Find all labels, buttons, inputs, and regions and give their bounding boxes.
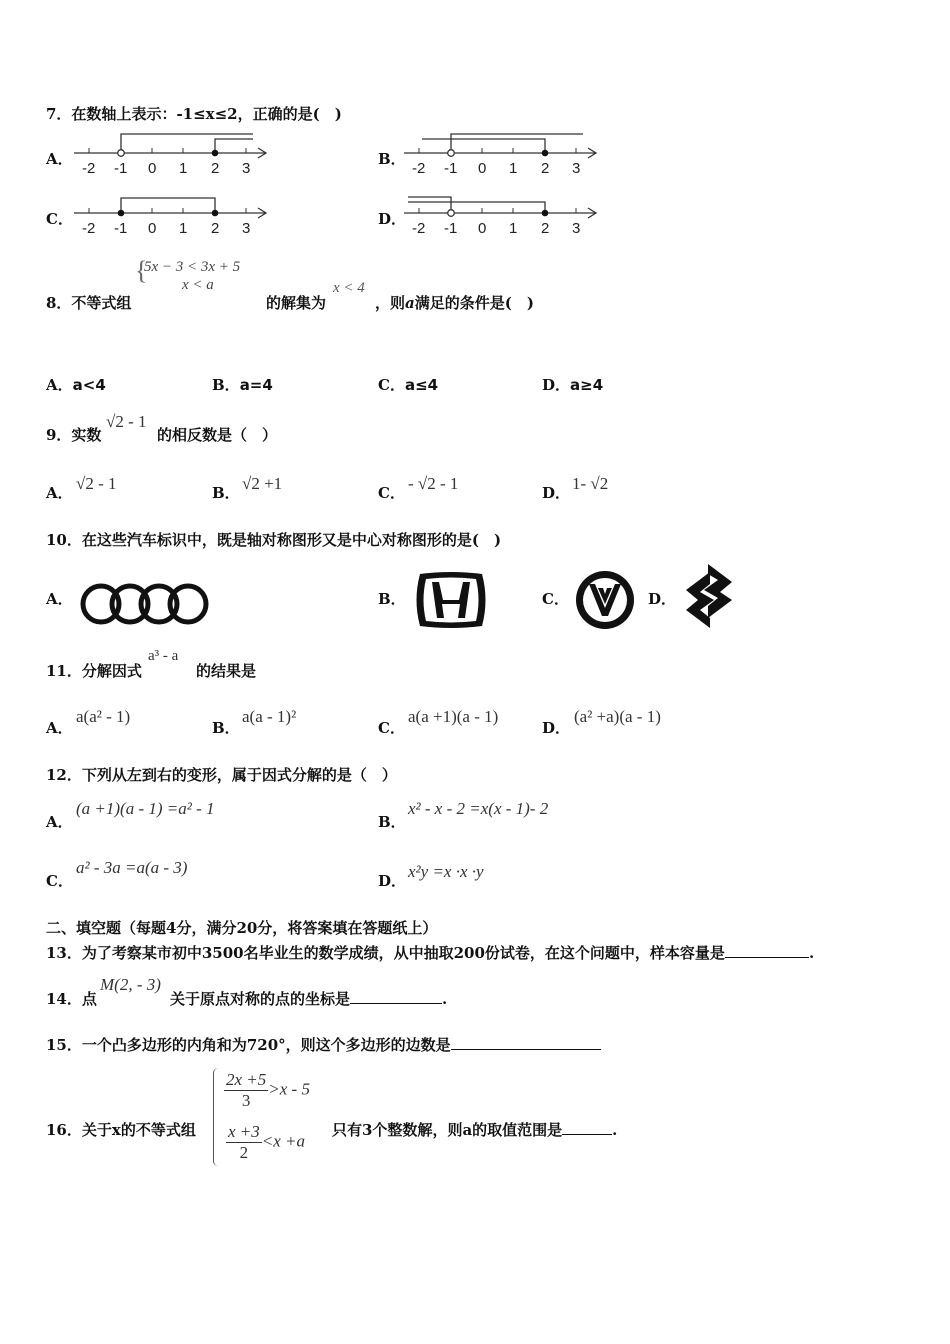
q9-option-a-value: √2 - 1	[76, 474, 117, 493]
q11-option-a-label: A．	[46, 719, 73, 737]
q12-option-d-label: D．	[378, 872, 407, 890]
q11-option-a-value: a(a² - 1)	[76, 707, 131, 726]
tick-label: 3	[242, 160, 251, 177]
section-heading: 二、填空题（每题4分，满分20分，将答案填在答题纸上）	[46, 919, 438, 937]
q8-solution: x < 4	[333, 280, 365, 296]
q7-option-c-label: C．	[46, 210, 73, 228]
q11-text-b: 的结果是	[196, 662, 257, 680]
q11-text-a: 11．分解因式	[46, 662, 142, 680]
q9-text-a: 9．实数	[46, 426, 102, 444]
tick-label: 2	[541, 160, 550, 177]
q11-option-d-label: D．	[542, 719, 571, 737]
q12-option-b-value: x² - x - 2 =x(x - 1)- 2	[408, 799, 549, 818]
q7-text: 7．在数轴上表示：-1≤x≤2，正确的是( )	[46, 105, 342, 123]
volkswagen-logo	[574, 570, 636, 630]
tick-label: 3	[572, 160, 581, 177]
q7-option-a-label: A．	[46, 150, 73, 168]
q13-end: .	[808, 944, 815, 962]
q9-option-b-label: B．	[212, 484, 240, 502]
tick-label: 1	[509, 160, 518, 177]
q12-option-c-value: a² - 3a =a(a - 3)	[76, 858, 188, 877]
q12-option-c-label: C．	[46, 872, 73, 890]
q8-text-d: 满足的条件是( )	[414, 294, 534, 312]
tick-label: 2	[211, 220, 220, 237]
option-label: B．	[212, 376, 240, 394]
fraction-denominator: 3	[241, 1091, 251, 1110]
tick-label: 1	[179, 220, 188, 237]
answer-blank[interactable]	[562, 1120, 612, 1135]
q14-question-tail	[170, 988, 447, 1009]
answer-blank[interactable]	[725, 943, 809, 958]
q12-option-d-value: x²y =x ·x ·y	[408, 862, 484, 881]
q16-ineq1	[224, 1070, 310, 1111]
fraction-numerator: 2x +5	[226, 1070, 267, 1089]
q16-text-a: 16．关于x的不等式组	[46, 1121, 196, 1139]
q12-option-a-value: (a +1)(a - 1) =a² - 1	[76, 799, 215, 818]
tick-label: 3	[242, 220, 251, 237]
q7-option-d-numberline	[400, 188, 600, 240]
q9-option-c-value: - √2 - 1	[408, 474, 459, 493]
q8-text-a: 8．不等式组	[46, 294, 132, 312]
q8-text-c: ，则	[375, 294, 406, 312]
q14-text-b: 关于原点对称的点的坐标是	[170, 990, 351, 1008]
tick-label: 0	[478, 220, 487, 237]
option-value: a≤4	[404, 376, 439, 394]
q8-text-b: 的解集为	[266, 294, 327, 312]
fraction-denominator: 2	[239, 1143, 249, 1162]
q11-option-b-value: a(a - 1)²	[242, 707, 297, 726]
inequality-rhs: <x +a	[261, 1131, 306, 1151]
q13-question	[46, 942, 814, 963]
q16-text-b: 只有3个整数解，则a的取值范围是	[332, 1121, 563, 1139]
q10-option-d-label: D．	[648, 590, 677, 608]
q7-option-c-numberline	[70, 188, 270, 240]
q12-option-a-label: A．	[46, 813, 73, 831]
q7-option-b-numberline	[400, 128, 600, 180]
q8-option-a	[46, 374, 106, 395]
q7-option-d-label: D．	[378, 210, 407, 228]
q9-option-a-label: A．	[46, 484, 73, 502]
option-label: A．	[46, 376, 73, 394]
q16-ineq2	[226, 1122, 305, 1163]
q11-expr: a³ - a	[148, 648, 179, 664]
q10-option-a-label: A．	[46, 590, 73, 608]
q9-expr: √2 - 1	[106, 412, 147, 431]
q8-option-c	[378, 374, 438, 395]
q11-option-c-value: a(a +1)(a - 1)	[408, 707, 499, 726]
tick-label: 1	[179, 160, 188, 177]
q15-text: 15．一个凸多边形的内角和为720°，则这个多边形的边数是	[46, 1036, 451, 1054]
q8-system-line1: 5x − 3 < 3x + 5	[144, 259, 241, 275]
tick-label: 0	[478, 160, 487, 177]
q10-text: 10．在这些汽车标识中，既是轴对称图形又是中心对称图形的是( )	[46, 531, 502, 549]
option-label: D．	[542, 376, 571, 394]
q8-option-d	[542, 374, 603, 395]
option-label: C．	[378, 376, 405, 394]
q13-text: 13．为了考察某市初中3500名毕业生的数学成绩，从中抽取200份试卷，在这个问题中，样本容量是	[46, 944, 725, 962]
q16-brace	[213, 1068, 218, 1166]
q8-system	[135, 258, 240, 294]
brace: {	[135, 256, 148, 285]
tick-label: -2	[412, 220, 426, 237]
q11-option-b-label: B．	[212, 719, 240, 737]
q10-option-c-label: C．	[542, 590, 569, 608]
tick-label: -1	[114, 220, 128, 237]
tick-label: -1	[444, 220, 458, 237]
q9-text-b: 的相反数是（ ）	[157, 426, 278, 444]
tick-label: 2	[211, 160, 220, 177]
q9-option-d-value: 1- √2	[572, 474, 609, 493]
q10-option-b-label: B．	[378, 590, 406, 608]
tick-label: 1	[509, 220, 518, 237]
q14-text-a: 14．点	[46, 990, 97, 1008]
suzuki-logo	[682, 562, 740, 630]
answer-blank[interactable]	[451, 1035, 601, 1050]
option-value: a<4	[72, 376, 106, 394]
tick-label: 0	[148, 160, 157, 177]
q14-end: .	[442, 990, 448, 1008]
q16-question-tail	[332, 1119, 617, 1140]
inequality-rhs: >x - 5	[268, 1079, 310, 1099]
q12-text: 12．下列从左到右的变形，属于因式分解的是（ ）	[46, 766, 397, 784]
q9-option-c-label: C．	[378, 484, 405, 502]
q8-system-line2: x < a	[182, 277, 214, 293]
q11-option-c-label: C．	[378, 719, 405, 737]
honda-logo	[412, 570, 490, 630]
tick-label: -2	[82, 220, 96, 237]
q9-option-d-label: D．	[542, 484, 571, 502]
tick-label: 2	[541, 220, 550, 237]
tick-label: -1	[444, 160, 458, 177]
q8-option-b	[212, 374, 273, 395]
q8-var: a	[405, 294, 415, 312]
tick-label: -2	[412, 160, 426, 177]
q12-option-b-label: B．	[378, 813, 406, 831]
q9-option-b-value: √2 +1	[242, 474, 283, 493]
option-value: a≥4	[570, 376, 604, 394]
fraction-numerator: x +3	[228, 1122, 260, 1141]
q7-option-b-label: B．	[378, 150, 406, 168]
tick-label: -2	[82, 160, 96, 177]
option-value: a=4	[239, 376, 273, 394]
q15-question	[46, 1034, 601, 1055]
tick-label: 3	[572, 220, 581, 237]
q11-option-d-value: (a² +a)(a - 1)	[574, 707, 661, 726]
q14-point: M(2, - 3)	[100, 975, 161, 994]
q16-end: .	[612, 1121, 618, 1139]
tick-label: -1	[114, 160, 128, 177]
audi-logo	[78, 580, 213, 628]
q7-option-a-numberline	[70, 128, 270, 180]
answer-blank[interactable]	[350, 989, 442, 1004]
q8-question-tail	[375, 292, 534, 313]
tick-label: 0	[148, 220, 157, 237]
